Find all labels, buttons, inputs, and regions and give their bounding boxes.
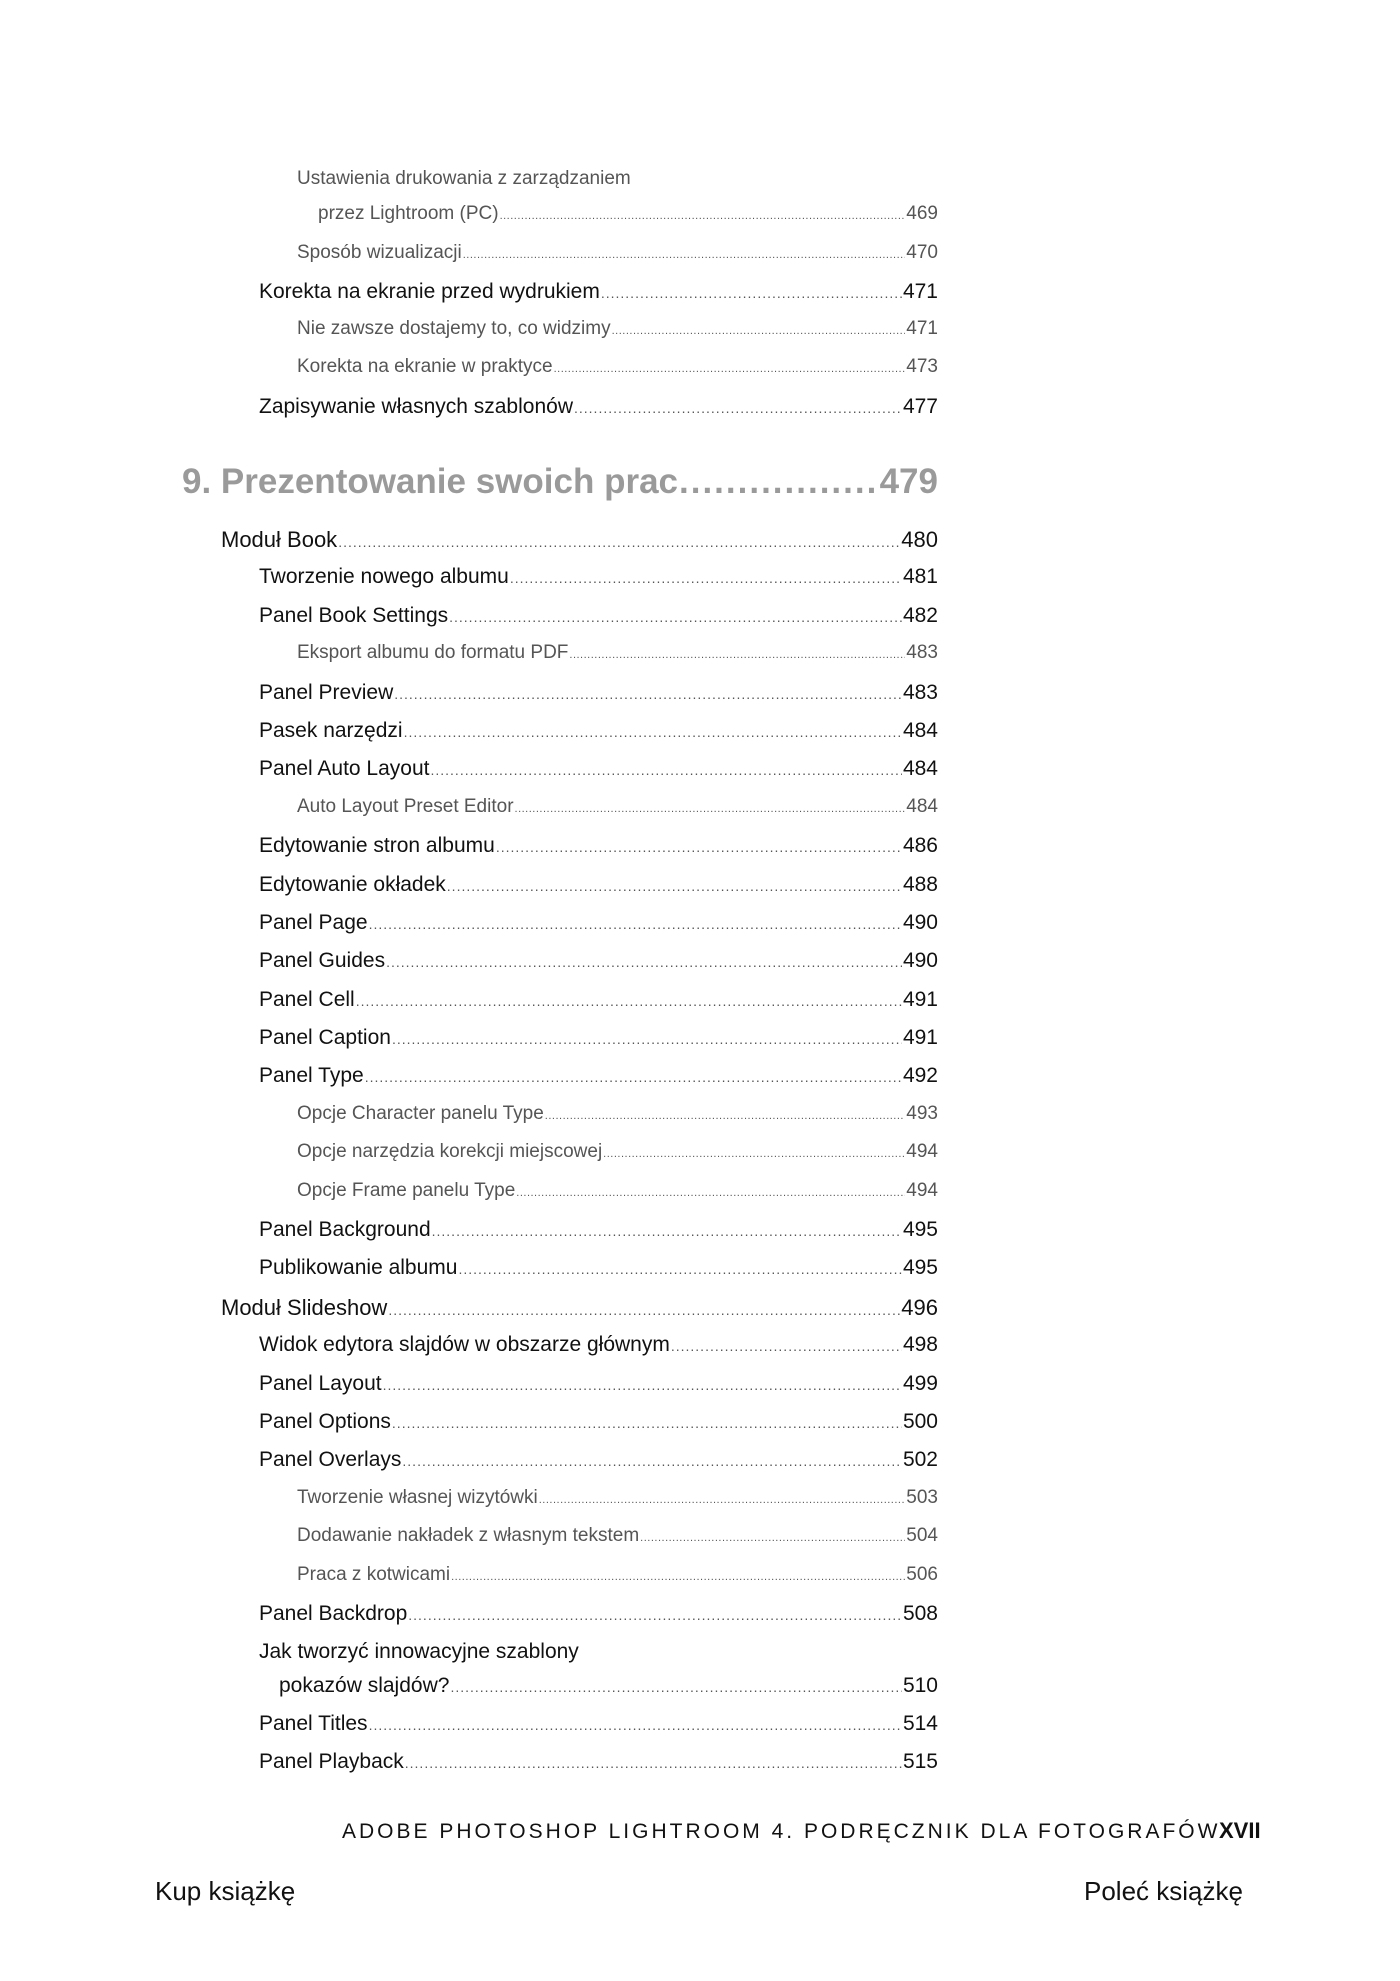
toc-leader-dots	[338, 534, 900, 550]
toc-leader-dots	[447, 878, 902, 894]
toc-entry	[259, 681, 938, 705]
toc-entry-page: 483	[902, 681, 938, 704]
toc-entry-label: Panel Book Settings	[259, 604, 449, 627]
toc-entry	[259, 911, 938, 935]
toc-leader-dots	[394, 686, 902, 702]
toc-entry-label: Opcje narzędzia korekcji miejscowej	[297, 1141, 603, 1162]
toc-entry	[259, 1256, 938, 1280]
toc-entry-label: Panel Caption	[259, 1026, 391, 1049]
toc-entry	[259, 988, 938, 1012]
toc-entry-label: Panel Playback	[259, 1750, 404, 1773]
toc-entry-label: Moduł Slideshow	[221, 1295, 388, 1320]
toc-entry-page: 506	[906, 1564, 938, 1585]
toc-entry-label: Korekta na ekranie przed wydrukiem	[259, 280, 600, 303]
toc-entry	[318, 203, 938, 225]
toc-entry-page: 514	[902, 1712, 938, 1735]
toc-entry-page: 477	[902, 395, 938, 418]
toc-entry	[297, 1525, 938, 1547]
toc-entry-label: Edytowanie okładek	[259, 873, 446, 896]
toc-entry-page: 470	[906, 242, 938, 263]
toc-leader-dots	[369, 1717, 902, 1733]
toc-entry-label: Tworzenie nowego albumu	[259, 565, 509, 588]
toc-entry-page: 473	[906, 356, 938, 377]
toc-entry-page: 471	[902, 280, 938, 303]
chapter-heading	[182, 462, 938, 502]
toc-entry	[297, 796, 938, 818]
toc-entry	[259, 565, 938, 589]
toc-entry-label: Panel Titles	[259, 1712, 368, 1735]
toc-leader-dots	[405, 1755, 902, 1771]
toc-entry	[297, 318, 938, 340]
toc-entry-label: Widok edytora slajdów w obszarze głównym	[259, 1333, 670, 1356]
toc-entry-page: 494	[906, 1180, 938, 1201]
toc-leader-dots	[408, 1607, 902, 1623]
toc-entry-page: 492	[902, 1064, 938, 1087]
toc-entry-label: Tworzenie własnej wizytówki	[297, 1487, 538, 1508]
toc-leader-dots	[539, 1494, 906, 1506]
toc-entry	[297, 1564, 938, 1586]
toc-leader-dots	[369, 916, 902, 932]
toc-entry	[221, 1295, 938, 1321]
toc-entry-label: Opcje Frame panelu Type	[297, 1180, 516, 1201]
toc-entry	[259, 719, 938, 743]
toc-entry-page: 494	[906, 1141, 938, 1162]
toc-leader-dots	[450, 1679, 902, 1695]
toc-entry-label: Opcje Character panelu Type	[297, 1103, 544, 1124]
footer-page-number: XVII	[1219, 1818, 1261, 1843]
toc-entry	[259, 604, 938, 628]
toc-entry-page: 515	[902, 1750, 938, 1773]
toc-entry	[259, 1064, 938, 1088]
toc-leader-dots	[679, 462, 879, 502]
toc-leader-dots	[386, 954, 902, 970]
toc-entry	[297, 356, 938, 378]
toc-entry	[259, 280, 938, 304]
toc-leader-dots	[449, 609, 902, 625]
toc-entry-page: 500	[902, 1410, 938, 1433]
toc-leader-dots	[515, 803, 906, 815]
toc-entry-page: 499	[902, 1372, 938, 1395]
toc-entry-label: Edytowanie stron albumu	[259, 834, 495, 857]
toc-entry-page: 495	[902, 1256, 938, 1279]
toc-entry-label: Panel Backdrop	[259, 1602, 408, 1625]
toc-entry	[259, 834, 938, 858]
recommend-book-link[interactable]: Poleć książkę	[1084, 1876, 1243, 1906]
toc-entry-label: Dodawanie nakładek z własnym tekstem	[297, 1525, 640, 1546]
toc-leader-dots	[516, 1187, 905, 1199]
buy-book-link[interactable]: Kup książkę	[155, 1876, 296, 1906]
chapter-page: 479	[879, 462, 938, 501]
toc-leader-dots	[451, 1571, 905, 1583]
toc-leader-dots	[574, 400, 902, 416]
toc-entry-page: 504	[906, 1525, 938, 1546]
toc-entry-page: 484	[902, 719, 938, 742]
toc-entry-page: 482	[902, 604, 938, 627]
toc-entry	[259, 949, 938, 973]
toc-entry-page: 490	[902, 949, 938, 972]
toc-entry	[259, 1410, 938, 1434]
toc-entry-page: 502	[902, 1448, 938, 1471]
toc-leader-dots	[365, 1069, 902, 1085]
footer-book-title: ADOBE PHOTOSHOP LIGHTROOM 4. PODRĘCZNIK DLA FOTOGRAFÓW	[342, 1820, 1221, 1843]
toc-leader-dots	[612, 325, 906, 337]
toc-entry	[297, 1141, 938, 1163]
toc-entry-page: 469	[906, 203, 938, 224]
toc-entry-label: Sposób wizualizacji	[297, 242, 462, 263]
toc-entry	[259, 1602, 938, 1626]
toc-entry-page: 498	[902, 1333, 938, 1356]
toc-entry	[259, 1333, 938, 1357]
toc-entry	[297, 1180, 938, 1202]
toc-entry-page: 503	[906, 1487, 938, 1508]
toc-entry-page: 491	[902, 988, 938, 1011]
toc-leader-dots	[601, 285, 902, 301]
toc-entry	[221, 527, 938, 553]
toc-entry-label: Praca z kotwicami	[297, 1564, 451, 1585]
toc-entry	[259, 873, 938, 897]
toc-leader-dots	[554, 363, 906, 375]
toc-leader-dots	[496, 839, 902, 855]
toc-entry	[259, 1750, 938, 1774]
toc-entry-page: 496	[901, 1295, 938, 1320]
toc-entry-label: Panel Page	[259, 911, 368, 934]
toc-entry-label: Panel Options	[259, 1410, 391, 1433]
toc-entry	[259, 1448, 938, 1472]
toc-leader-dots	[388, 1302, 900, 1318]
toc-entry-label: Panel Preview	[259, 681, 394, 704]
toc-entry-label: Panel Background	[259, 1218, 431, 1241]
toc-leader-dots	[640, 1532, 905, 1544]
toc-entry-page: 483	[906, 642, 938, 663]
toc-entry-label: Auto Layout Preset Editor	[297, 796, 514, 817]
toc-entry-page: 481	[902, 565, 938, 588]
chapter-title: 9. Prezentowanie swoich prac	[182, 462, 678, 501]
toc-entry-label: Zapisywanie własnych szablonów	[259, 395, 573, 418]
toc-entry	[297, 242, 938, 264]
toc-leader-dots	[356, 993, 902, 1009]
toc-leader-dots	[404, 724, 902, 740]
toc-leader-dots	[458, 1261, 901, 1277]
toc-entry-label: Panel Auto Layout	[259, 757, 430, 780]
toc-entry-line1: Jak tworzyć innowacyjne szablony	[259, 1640, 579, 1663]
toc-leader-dots	[603, 1148, 905, 1160]
toc-entry-label: Panel Cell	[259, 988, 355, 1011]
toc-entry-page: 471	[906, 318, 938, 339]
toc-entry-label: Panel Layout	[259, 1372, 382, 1395]
toc-entry-page: 486	[902, 834, 938, 857]
toc-leader-dots	[545, 1110, 906, 1122]
toc-entry-page: 510	[902, 1674, 938, 1697]
toc-entry-label: pokazów slajdów?	[279, 1674, 450, 1697]
toc-entry	[297, 1103, 938, 1125]
toc-entry	[259, 1026, 938, 1050]
toc-entry	[259, 1218, 938, 1242]
toc-leader-dots	[432, 1223, 902, 1239]
toc-leader-dots	[392, 1031, 902, 1047]
toc-entry-label: Eksport albumu do formatu PDF	[297, 642, 569, 663]
toc-leader-dots	[430, 762, 901, 778]
toc-entry-label: Publikowanie albumu	[259, 1256, 458, 1279]
toc-entry	[259, 757, 938, 781]
toc-entry-page: 480	[901, 527, 938, 552]
toc-entry	[259, 1372, 938, 1396]
toc-leader-dots	[402, 1453, 902, 1469]
toc-entry-label: Panel Guides	[259, 949, 386, 972]
toc-entry	[279, 1674, 938, 1698]
toc-entry-page: 484	[902, 757, 938, 780]
toc-entry-label: Korekta na ekranie w praktyce	[297, 356, 553, 377]
toc-leader-dots	[510, 570, 902, 586]
toc-leader-dots	[569, 649, 905, 661]
toc-entry-label: przez Lightroom (PC)	[318, 203, 499, 224]
toc-entry-page: 508	[902, 1602, 938, 1625]
toc-entry-page: 495	[902, 1218, 938, 1241]
toc-entry-line1: Ustawienia drukowania z zarządzaniem	[297, 168, 631, 189]
toc-entry	[297, 1487, 938, 1509]
toc-entry-label: Pasek narzędzi	[259, 719, 403, 742]
toc-leader-dots	[383, 1377, 902, 1393]
toc-leader-dots	[500, 210, 906, 222]
toc-entry	[259, 395, 938, 419]
toc-entry-page: 488	[902, 873, 938, 896]
toc-entry-page: 491	[902, 1026, 938, 1049]
toc-leader-dots	[671, 1338, 902, 1354]
toc-entry-label: Nie zawsze dostajemy to, co widzimy	[297, 318, 611, 339]
toc-entry	[297, 642, 938, 664]
toc-entry-page: 484	[906, 796, 938, 817]
toc-entry	[259, 1712, 938, 1736]
toc-entry-page: 493	[906, 1103, 938, 1124]
toc-leader-dots	[392, 1415, 902, 1431]
toc-entry-label: Panel Overlays	[259, 1448, 402, 1471]
toc-entry-page: 490	[902, 911, 938, 934]
toc-entry-label: Panel Type	[259, 1064, 364, 1087]
toc-entry-label: Moduł Book	[221, 527, 338, 552]
toc-leader-dots	[463, 249, 906, 261]
